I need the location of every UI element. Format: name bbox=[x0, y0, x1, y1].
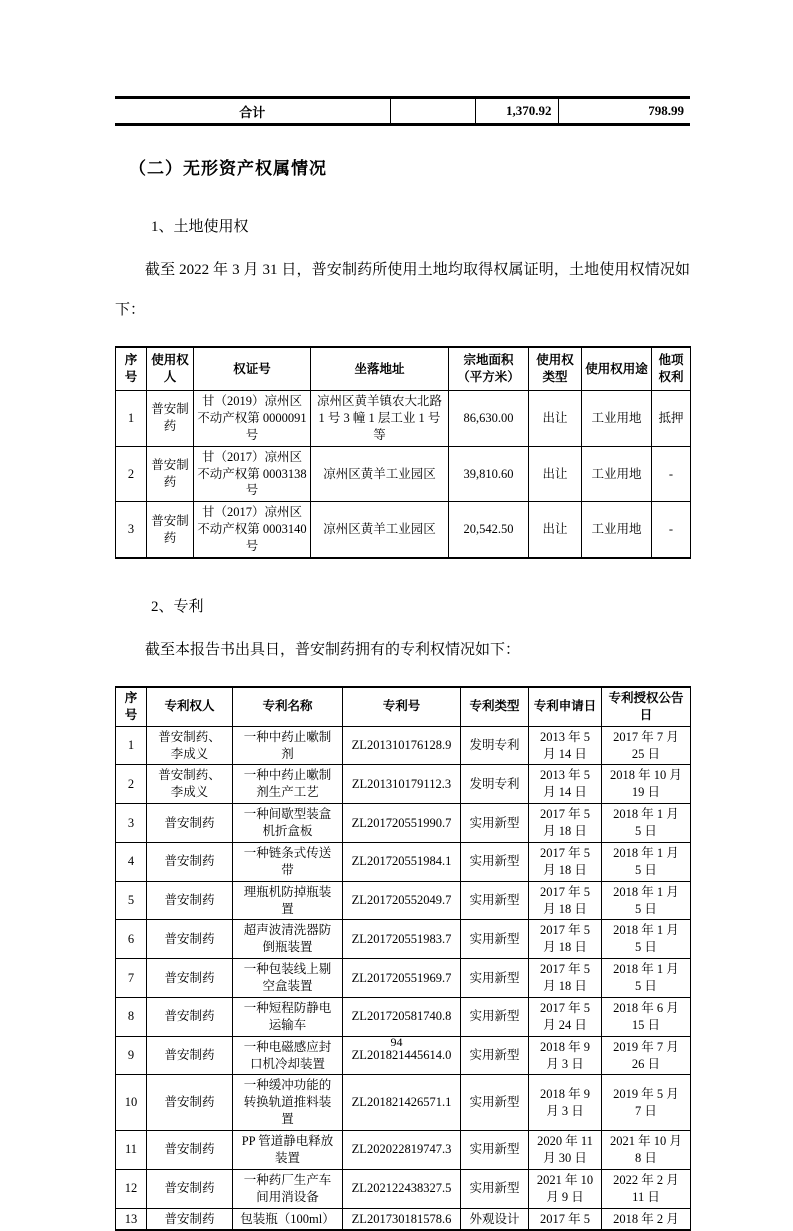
table-cell: 普安制药、李成义 bbox=[147, 726, 233, 765]
table-cell: 9 bbox=[116, 1036, 147, 1075]
table-cell: 1 bbox=[116, 726, 147, 765]
summary-value-1: 1,370.92 bbox=[475, 98, 558, 125]
table-cell: 2021 年 10 月 9 日 bbox=[529, 1169, 602, 1208]
column-header: 使用权用途 bbox=[582, 347, 652, 391]
land-intro-paragraph: 截至 2022 年 3 月 31 日，普安制药所使用土地均取得权属证明，土地使用权情况如下： bbox=[115, 262, 690, 318]
section-heading: （二）无形资产权属情况 bbox=[129, 159, 327, 178]
table-cell: 12 bbox=[116, 1169, 147, 1208]
patent-subheading: 2、专利 bbox=[151, 598, 204, 615]
table-cell: ZL201720552049.7 bbox=[343, 881, 461, 920]
table-cell: 2018 年 1 月 5 日 bbox=[602, 804, 691, 843]
table-row bbox=[116, 765, 691, 804]
table-cell: 抵押 bbox=[652, 391, 691, 447]
table-row bbox=[116, 1169, 691, 1208]
column-header: 专利类型 bbox=[461, 687, 529, 726]
table-cell: 实用新型 bbox=[461, 1075, 529, 1131]
table-cell: 4 bbox=[116, 842, 147, 881]
table-cell: 2020 年 11 月 30 日 bbox=[529, 1131, 602, 1170]
table-cell: 2021 年 10 月 8 日 bbox=[602, 1131, 691, 1170]
table-cell: 出让 bbox=[529, 391, 582, 447]
table-cell: 2 bbox=[116, 446, 147, 502]
table-cell: ZL201720551990.7 bbox=[343, 804, 461, 843]
table-cell: 2017 年 5 月 18 日 bbox=[529, 959, 602, 998]
table-cell: 实用新型 bbox=[461, 1036, 529, 1075]
table-cell: 甘（2019）凉州区不动产权第 0000091 号 bbox=[194, 391, 311, 447]
patent-table-body bbox=[116, 726, 691, 1230]
table-cell: 出让 bbox=[529, 502, 582, 558]
column-header: 专利号 bbox=[343, 687, 461, 726]
table-cell: ZL201310176128.9 bbox=[343, 726, 461, 765]
table-cell: 2018 年 1 月 5 日 bbox=[602, 881, 691, 920]
table-cell: 普安制药 bbox=[147, 1208, 233, 1230]
table-row bbox=[116, 842, 691, 881]
table-cell: 2017 年 5 bbox=[529, 1208, 602, 1230]
column-header: 坐落地址 bbox=[311, 347, 449, 391]
table-cell: 实用新型 bbox=[461, 997, 529, 1036]
land-table-header-row bbox=[116, 347, 691, 391]
table-cell: 2019 年 5 月 7 日 bbox=[602, 1075, 691, 1131]
table-cell: 发明专利 bbox=[461, 726, 529, 765]
table-cell: 普安制药 bbox=[147, 804, 233, 843]
column-header: 使用权人 bbox=[147, 347, 194, 391]
table-cell: 实用新型 bbox=[461, 804, 529, 843]
land-table-body bbox=[116, 391, 691, 558]
table-row bbox=[116, 1131, 691, 1170]
table-cell: 一种缓冲功能的转换轨道推料装置 bbox=[233, 1075, 343, 1131]
table-cell: 6 bbox=[116, 920, 147, 959]
table-cell: 凉州区黄羊镇农大北路 1 号 3 幢 1 层工业 1 号等 bbox=[311, 391, 449, 447]
table-cell: 一种中药止嗽制剂生产工艺 bbox=[233, 765, 343, 804]
table-row bbox=[116, 804, 691, 843]
table-cell: 实用新型 bbox=[461, 881, 529, 920]
table-row bbox=[116, 997, 691, 1036]
table-cell: ZL201310179112.3 bbox=[343, 765, 461, 804]
table-cell: 实用新型 bbox=[461, 959, 529, 998]
table-cell: 8 bbox=[116, 997, 147, 1036]
table-cell: 11 bbox=[116, 1131, 147, 1170]
table-cell: 实用新型 bbox=[461, 1131, 529, 1170]
table-cell: 2017 年 5 月 18 日 bbox=[529, 842, 602, 881]
table-cell: 2018 年 2 月 bbox=[602, 1208, 691, 1230]
table-cell: 凉州区黄羊工业园区 bbox=[311, 502, 449, 558]
table-cell: 2 bbox=[116, 765, 147, 804]
table-cell: - bbox=[652, 446, 691, 502]
table-cell: 理瓶机防掉瓶装置 bbox=[233, 881, 343, 920]
table-cell: 2022 年 2 月 11 日 bbox=[602, 1169, 691, 1208]
table-cell: 实用新型 bbox=[461, 842, 529, 881]
table-cell: 2018 年 10 月 19 日 bbox=[602, 765, 691, 804]
table-cell: 2019 年 7 月 26 日 bbox=[602, 1036, 691, 1075]
table-cell: 2017 年 5 月 24 日 bbox=[529, 997, 602, 1036]
table-row bbox=[116, 726, 691, 765]
table-cell: 7 bbox=[116, 959, 147, 998]
table-cell: 凉州区黄羊工业园区 bbox=[311, 446, 449, 502]
page-number: 94 bbox=[390, 1035, 403, 1049]
table-row bbox=[116, 881, 691, 920]
patent-table bbox=[115, 686, 691, 1231]
table-cell: ZL201821445614.0 bbox=[343, 1036, 461, 1075]
land-subheading: 1、土地使用权 bbox=[151, 219, 249, 235]
table-cell: 工业用地 bbox=[582, 391, 652, 447]
table-cell: 普安制药 bbox=[147, 881, 233, 920]
table-cell: ZL202122438327.5 bbox=[343, 1169, 461, 1208]
table-cell: 普安制药 bbox=[147, 959, 233, 998]
table-row bbox=[116, 391, 691, 447]
table-row bbox=[116, 1208, 691, 1230]
column-header: 专利权人 bbox=[147, 687, 233, 726]
table-cell: ZL201720581740.8 bbox=[343, 997, 461, 1036]
table-cell: 10 bbox=[116, 1075, 147, 1131]
table-cell: 5 bbox=[116, 881, 147, 920]
table-cell: 2013 年 5 月 14 日 bbox=[529, 765, 602, 804]
table-cell: 2017 年 5 月 18 日 bbox=[529, 920, 602, 959]
column-header: 专利授权公告日 bbox=[602, 687, 691, 726]
column-header: 专利名称 bbox=[233, 687, 343, 726]
patent-table-header-row bbox=[116, 687, 691, 726]
column-header: 权证号 bbox=[194, 347, 311, 391]
table-row bbox=[116, 1075, 691, 1131]
table-cell: 普安制药 bbox=[147, 1075, 233, 1131]
column-header: 序号 bbox=[116, 347, 147, 391]
table-cell: 2017 年 5 月 18 日 bbox=[529, 881, 602, 920]
table-cell: 2013 年 5 月 14 日 bbox=[529, 726, 602, 765]
table-cell: 20,542.50 bbox=[449, 502, 529, 558]
table-row bbox=[116, 502, 691, 558]
table-cell: - bbox=[652, 502, 691, 558]
table-cell: 3 bbox=[116, 502, 147, 558]
table-cell: 普安制药 bbox=[147, 502, 194, 558]
table-cell: 2018 年 9 月 3 日 bbox=[529, 1075, 602, 1131]
patent-intro-paragraph: 截至本报告书出具日，普安制药拥有的专利权情况如下： bbox=[145, 641, 521, 658]
table-cell: 普安制药、李成义 bbox=[147, 765, 233, 804]
table-row bbox=[116, 446, 691, 502]
table-cell: 包装瓶（100ml） bbox=[233, 1208, 343, 1230]
summary-total-row bbox=[115, 98, 690, 125]
table-cell: 普安制药 bbox=[147, 842, 233, 881]
column-header: 宗地面积（平方米） bbox=[449, 347, 529, 391]
land-use-rights-table bbox=[115, 346, 691, 559]
table-cell: 普安制药 bbox=[147, 391, 194, 447]
table-cell: ZL201821426571.1 bbox=[343, 1075, 461, 1131]
table-cell: 2017 年 7 月 25 日 bbox=[602, 726, 691, 765]
table-cell: 2018 年 6 月 15 日 bbox=[602, 997, 691, 1036]
summary-empty-cell bbox=[390, 98, 475, 125]
table-cell: ZL201720551984.1 bbox=[343, 842, 461, 881]
column-header: 他项权利 bbox=[652, 347, 691, 391]
table-cell: 2017 年 5 月 18 日 bbox=[529, 804, 602, 843]
table-cell: ZL201720551969.7 bbox=[343, 959, 461, 998]
summary-total-label: 合计 bbox=[115, 98, 390, 125]
table-cell: 出让 bbox=[529, 446, 582, 502]
table-cell: 2018 年 1 月 5 日 bbox=[602, 959, 691, 998]
table-cell: ZL201730181578.6 bbox=[343, 1208, 461, 1230]
table-cell: 2018 年 1 月 5 日 bbox=[602, 842, 691, 881]
table-cell: 86,630.00 bbox=[449, 391, 529, 447]
table-cell: 13 bbox=[116, 1208, 147, 1230]
table-row bbox=[116, 920, 691, 959]
summary-total-table bbox=[115, 96, 690, 126]
table-cell: 甘（2017）凉州区不动产权第 0003140 号 bbox=[194, 502, 311, 558]
table-cell: 39,810.60 bbox=[449, 446, 529, 502]
table-cell: 工业用地 bbox=[582, 446, 652, 502]
table-cell: 一种药厂生产车间用消设备 bbox=[233, 1169, 343, 1208]
column-header: 专利申请日 bbox=[529, 687, 602, 726]
table-cell: 一种包装线上剔空盒装置 bbox=[233, 959, 343, 998]
table-cell: 普安制药 bbox=[147, 1169, 233, 1208]
table-row bbox=[116, 959, 691, 998]
table-cell: 普安制药 bbox=[147, 997, 233, 1036]
table-cell: 一种电磁感应封口机冷却装置 bbox=[233, 1036, 343, 1075]
table-cell: 外观设计 bbox=[461, 1208, 529, 1230]
table-cell: 普安制药 bbox=[147, 1036, 233, 1075]
table-cell: 2018 年 9 月 3 日 bbox=[529, 1036, 602, 1075]
table-cell: 1 bbox=[116, 391, 147, 447]
table-cell: 2018 年 1 月 5 日 bbox=[602, 920, 691, 959]
table-cell: 超声波清洗器防倒瓶装置 bbox=[233, 920, 343, 959]
table-cell: ZL201720551983.7 bbox=[343, 920, 461, 959]
table-cell: 普安制药 bbox=[147, 446, 194, 502]
table-cell: ZL202022819747.3 bbox=[343, 1131, 461, 1170]
table-cell: 实用新型 bbox=[461, 920, 529, 959]
table-cell: 3 bbox=[116, 804, 147, 843]
table-cell: 一种间歇型装盒机折盒板 bbox=[233, 804, 343, 843]
table-cell: 发明专利 bbox=[461, 765, 529, 804]
table-cell: 工业用地 bbox=[582, 502, 652, 558]
column-header: 使用权类型 bbox=[529, 347, 582, 391]
summary-value-2: 798.99 bbox=[558, 98, 690, 125]
table-cell: 实用新型 bbox=[461, 1169, 529, 1208]
table-cell: 普安制药 bbox=[147, 1131, 233, 1170]
table-cell: 一种中药止嗽制剂 bbox=[233, 726, 343, 765]
table-cell: 一种短程防静电运输车 bbox=[233, 997, 343, 1036]
table-cell: 普安制药 bbox=[147, 920, 233, 959]
table-cell: 一种链条式传送带 bbox=[233, 842, 343, 881]
table-cell: 甘（2017）凉州区不动产权第 0003138 号 bbox=[194, 446, 311, 502]
column-header: 序号 bbox=[116, 687, 147, 726]
table-cell: PP 管道静电释放装置 bbox=[233, 1131, 343, 1170]
